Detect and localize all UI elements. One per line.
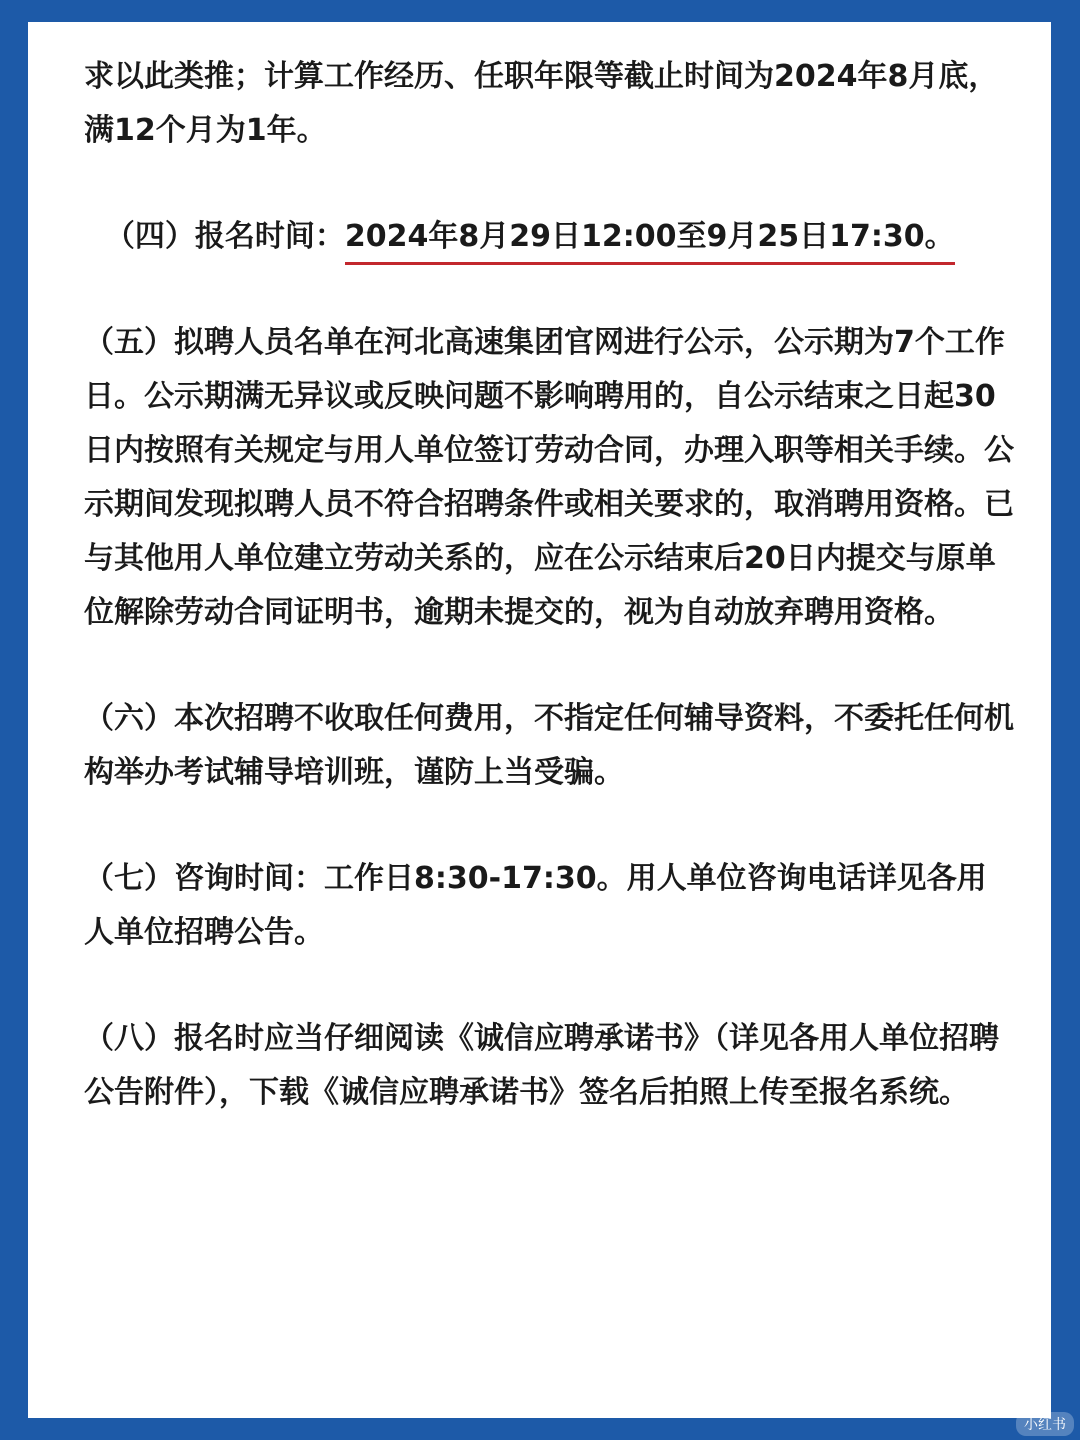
registration-time-value: 2024年8月29日12:00至9月25日17:30。 [345,219,955,265]
document-content [84,50,1014,1120]
watermark-logo: 小红书 [1016,1412,1074,1436]
paragraph-continued-line-2: 满12个月为1年。 [84,113,327,148]
paragraph-registration-time [84,210,1014,264]
paragraph-publicity: （五）拟聘人员名单在河北高速集团官网进行公示，公示期为7个工作日。公示期满无异议或反映问题不影响聘用的，自公示结束之日起30日内按照有关规定与用人单位签订劳动合同，办理入职等相关手续。公示期间发现拟聘人员不符合招聘条件或相关要求的，取消聘用资格。已与其他用人单位建立劳动关系的，应在公示结束后20日内提交与原单位解除劳动合同证明书，逾期未提交的，视为自动放弃聘用资格。 [84,325,1014,630]
paragraph-consult-time: （七）咨询时间：工作日8:30-17:30。用人单位咨询电话详见各用人单位招聘公告。 [84,861,987,950]
paragraph-continued [84,50,1014,158]
registration-time-label: （四）报名时间： [104,219,345,254]
paragraph-continued-line-1: 求以此类推；计算工作经历、任职年限等截止时间为2024年8月底， [84,59,999,94]
paragraph-integrity-pledge: （八）报名时应当仔细阅读《诚信应聘承诺书》（详见各用人单位招聘公告附件），下载《诚信应聘承诺书》签名后拍照上传至报名系统。 [84,1021,999,1110]
paragraph-no-fees: （六）本次招聘不收取任何费用，不指定任何辅导资料，不委托任何机构举办考试辅导培训班，谨防上当受骗。 [84,701,1014,790]
document-page [28,22,1051,1418]
